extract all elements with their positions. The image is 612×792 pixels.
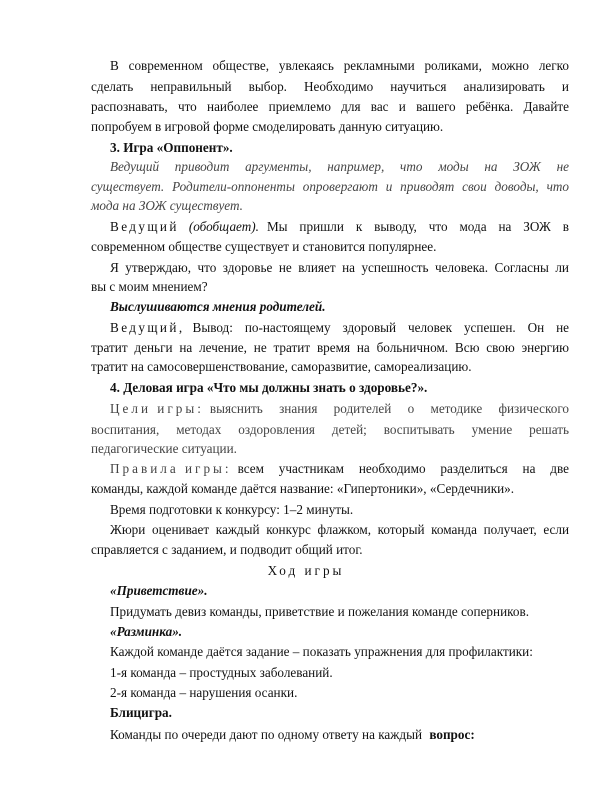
blitz-text: Команды по очереди дают по одному ответу на каждый — [110, 727, 423, 742]
host-speaker-label-2: Ведущий, — [110, 320, 185, 335]
claim-line-2: вы с моим мнением? — [91, 279, 208, 294]
prep-time: Время подготовки к конкурсу: 1–2 минуты. — [110, 502, 354, 517]
intro-line-3: распознавать, что наиболее приемлемо для вас и вашего ребёнка. Давайте — [91, 99, 569, 114]
rules-label: Правила игры: — [110, 461, 232, 476]
team-2-task: 2-я команда – нарушения осанки. — [110, 685, 298, 700]
goals-label: Цели игры: — [110, 401, 204, 416]
goals-text: выяснить знания родителей о методике физического — [209, 401, 569, 416]
intro-line-2: сделать неправильный выбор. Необходимо научиться анализировать и — [91, 79, 569, 94]
intro-line-1: В современном обществе, увлекаясь рекламными роликами, можно легко — [110, 58, 569, 73]
greeting-text: Придумать девиз команды, приветствие и пожелания команде соперников. — [110, 604, 529, 619]
goals-line-2: воспитания, методах оздоровления детей; воспитывать умение решать — [91, 422, 569, 437]
host-summary-text: Мы пришли к выводу, что мода на ЗОЖ в — [266, 219, 569, 234]
game3-heading: 3. Игра «Оппонент». — [110, 140, 233, 155]
host-conclusion-text: Вывод: по-настоящему здоровый человек успешен. Он не — [192, 320, 569, 335]
host-stage-note: (обобщает). — [188, 219, 259, 234]
game3-italic-line-2: существует. Родители-оппоненты опровергают и приводят свои доводы, что — [91, 179, 569, 194]
rules-text: всем участникам необходимо разделиться на две — [237, 461, 569, 476]
rules-line-1 — [110, 461, 569, 477]
host-summary-line-2: современном обществе существует и становится популярнее. — [91, 239, 437, 254]
game4-heading: 4. Деловая игра «Что мы должны знать о здоровье?». — [110, 380, 428, 395]
rules-line-2: команды, каждой команде даётся название: «Гипертоники», «Сердечники». — [91, 481, 515, 496]
parents-opinion-note: Выслушиваются мнения родителей. — [110, 299, 326, 314]
blitz-title: Блицигра. — [110, 705, 172, 720]
intro-line-4: попробуем в игровой форме смоделировать данную ситуацию. — [91, 119, 444, 134]
claim-line-1: Я утверждаю, что здоровье не влияет на успешность человека. Согласны ли — [110, 260, 569, 275]
host-summary-line-1 — [110, 219, 569, 235]
game-progress-title: Ход игры — [267, 563, 345, 578]
host-conclusion-line-3: тратит на самосовершенствование, саморазвитие, самореализацию. — [91, 359, 472, 374]
game3-italic-line-1: Ведущий приводит аргументы, например, что моды на ЗОЖ не — [110, 159, 569, 174]
greeting-title: «Приветствие». — [110, 583, 208, 598]
jury-line-1: Жюри оценивает каждый конкурс флажком, который команда получает, если — [110, 522, 569, 537]
host-conclusion-line-2: тратит деньги на лечение, не тратит время на больничном. Всю свою энергию — [91, 340, 569, 355]
host-conclusion-line-1 — [110, 320, 569, 336]
jury-line-2: справляется с заданием, и подводит общий итог. — [91, 542, 363, 557]
blitz-question-label: вопрос: — [429, 727, 475, 742]
host-speaker-label: Ведущий — [110, 219, 179, 234]
warmup-text: Каждой команде даётся задание – показать упражнения для профилактики: — [110, 644, 533, 659]
goals-line-1 — [110, 401, 569, 417]
team-1-task: 1-я команда – простудных заболеваний. — [110, 665, 333, 680]
goals-line-3: педагогические ситуации. — [91, 441, 237, 456]
blitz-line — [110, 727, 475, 743]
warmup-title: «Разминка». — [110, 624, 183, 639]
game3-italic-line-3: мода на ЗОЖ существует. — [91, 198, 243, 213]
